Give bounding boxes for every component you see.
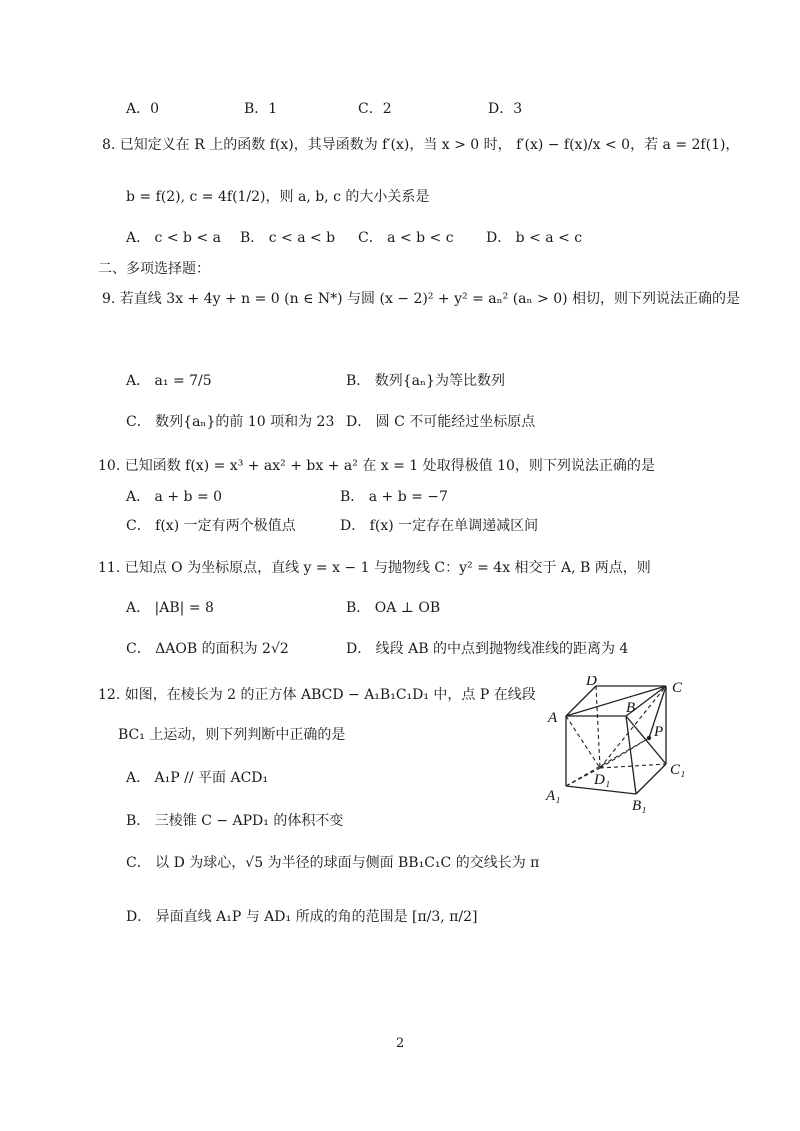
q9-option-d: D． 圆 C 不可能经过坐标原点 [346, 414, 536, 430]
q10-option-c: C． f(x) 一定有两个极值点 [126, 518, 296, 534]
label-C: C [672, 680, 683, 696]
q12-option-b: B． 三棱锥 C − APD₁ 的体积不变 [126, 813, 344, 829]
q8-stem-part1: 8. 已知定义在 R 上的函数 f(x)，其导函数为 f′(x)，当 x > 0 时， [102, 137, 512, 153]
q11-option-a: A． |AB| = 8 [126, 600, 214, 616]
label-D: D [586, 676, 597, 689]
q9-option-c: C． 数列{aₙ}的前 10 项和为 23 [126, 414, 335, 430]
label-P: P [654, 724, 664, 740]
q11-option-b: B． OA ⊥ OB [346, 600, 441, 616]
q8-stem-line2: b = f(2), c = 4f(1/2)，则 a, b, c 的大小关系是 [126, 189, 430, 205]
label-A: A [548, 710, 558, 726]
q8-stem-part2: f′(x) − f(x)/x < 0，若 a = 2f(1)， [516, 137, 740, 153]
q11-option-d: D． 线段 AB 的中点到抛物线准线的距离为 4 [346, 641, 629, 657]
page-number: 2 [396, 1036, 405, 1051]
q8-stem-line1 [102, 134, 739, 154]
q10-option-a: A． a + b = 0 [126, 489, 223, 505]
q7-option-c: C．2 [358, 101, 392, 117]
q9-stem: 9. 若直线 3x + 4y + n = 0 (n ∈ N*) 与圆 (x − 2)² + y² = aₙ² (aₙ > 0) 相切，则下列说法正确的是 [102, 291, 741, 307]
q12-option-d: D． 异面直线 A₁P 与 AD₁ 所成的角的范围是 [π/3, π/2] [126, 909, 478, 925]
q12-option-a: A． A₁P // 平面 ACD₁ [126, 770, 269, 786]
q10-option-b: B． a + b = −7 [340, 489, 448, 505]
label-A1: A₁ [546, 788, 561, 804]
q8-option-d: D． b < a < c [486, 230, 583, 246]
q12-stem-line1: 12. 如图，在棱长为 2 的正方体 ABCD − A₁B₁C₁D₁ 中，点 P 在线段 [98, 687, 536, 703]
label-B1: B₁ [632, 798, 647, 814]
q7-option-d: D．3 [488, 101, 523, 117]
q9-option-b: B． 数列{aₙ}为等比数列 [346, 373, 505, 389]
q7-option-a: A．0 [126, 101, 160, 117]
label-B: B [626, 700, 636, 716]
edge-B-B1 [626, 716, 636, 794]
label-C1: C₁ [670, 762, 686, 778]
q12-option-c: C． 以 D 为球心，√5 为半径的球面与侧面 BB₁C₁C 的交线长为 π [126, 855, 540, 871]
q12-stem-line2: BC₁ 上运动，则下列判断中正确的是 [118, 727, 346, 743]
q11-stem: 11. 已知点 O 为坐标原点，直线 y = x − 1 与抛物线 C：y² = 4x 相交于 A, B 两点，则 [98, 560, 651, 576]
q9-option-a: A． a₁ = 7/5 [126, 373, 212, 389]
q7-option-b: B．1 [244, 101, 278, 117]
q8-option-c: C． a < b < c [358, 230, 454, 246]
q10-stem: 10. 已知函数 f(x) = x³ + ax² + bx + a² 在 x = 1 处取得极值 10，则下列说法正确的是 [98, 458, 655, 474]
edge-D-D1-hidden [596, 686, 600, 768]
q8-option-b: B． c < a < b [240, 230, 336, 246]
q10-option-d: D． f(x) 一定存在单调递减区间 [340, 518, 539, 534]
cube-figure [536, 676, 706, 826]
segment-A-D1-hidden [566, 716, 600, 768]
point-P [647, 736, 651, 740]
q11-option-c: C． ΔAOB 的面积为 2√2 [126, 641, 289, 657]
q8-option-a: A． c < b < a [126, 230, 221, 246]
label-D1: D₁ [594, 772, 611, 788]
section2-title: 二、多项选择题： [98, 261, 210, 277]
edge-B1-C1 [636, 764, 666, 794]
